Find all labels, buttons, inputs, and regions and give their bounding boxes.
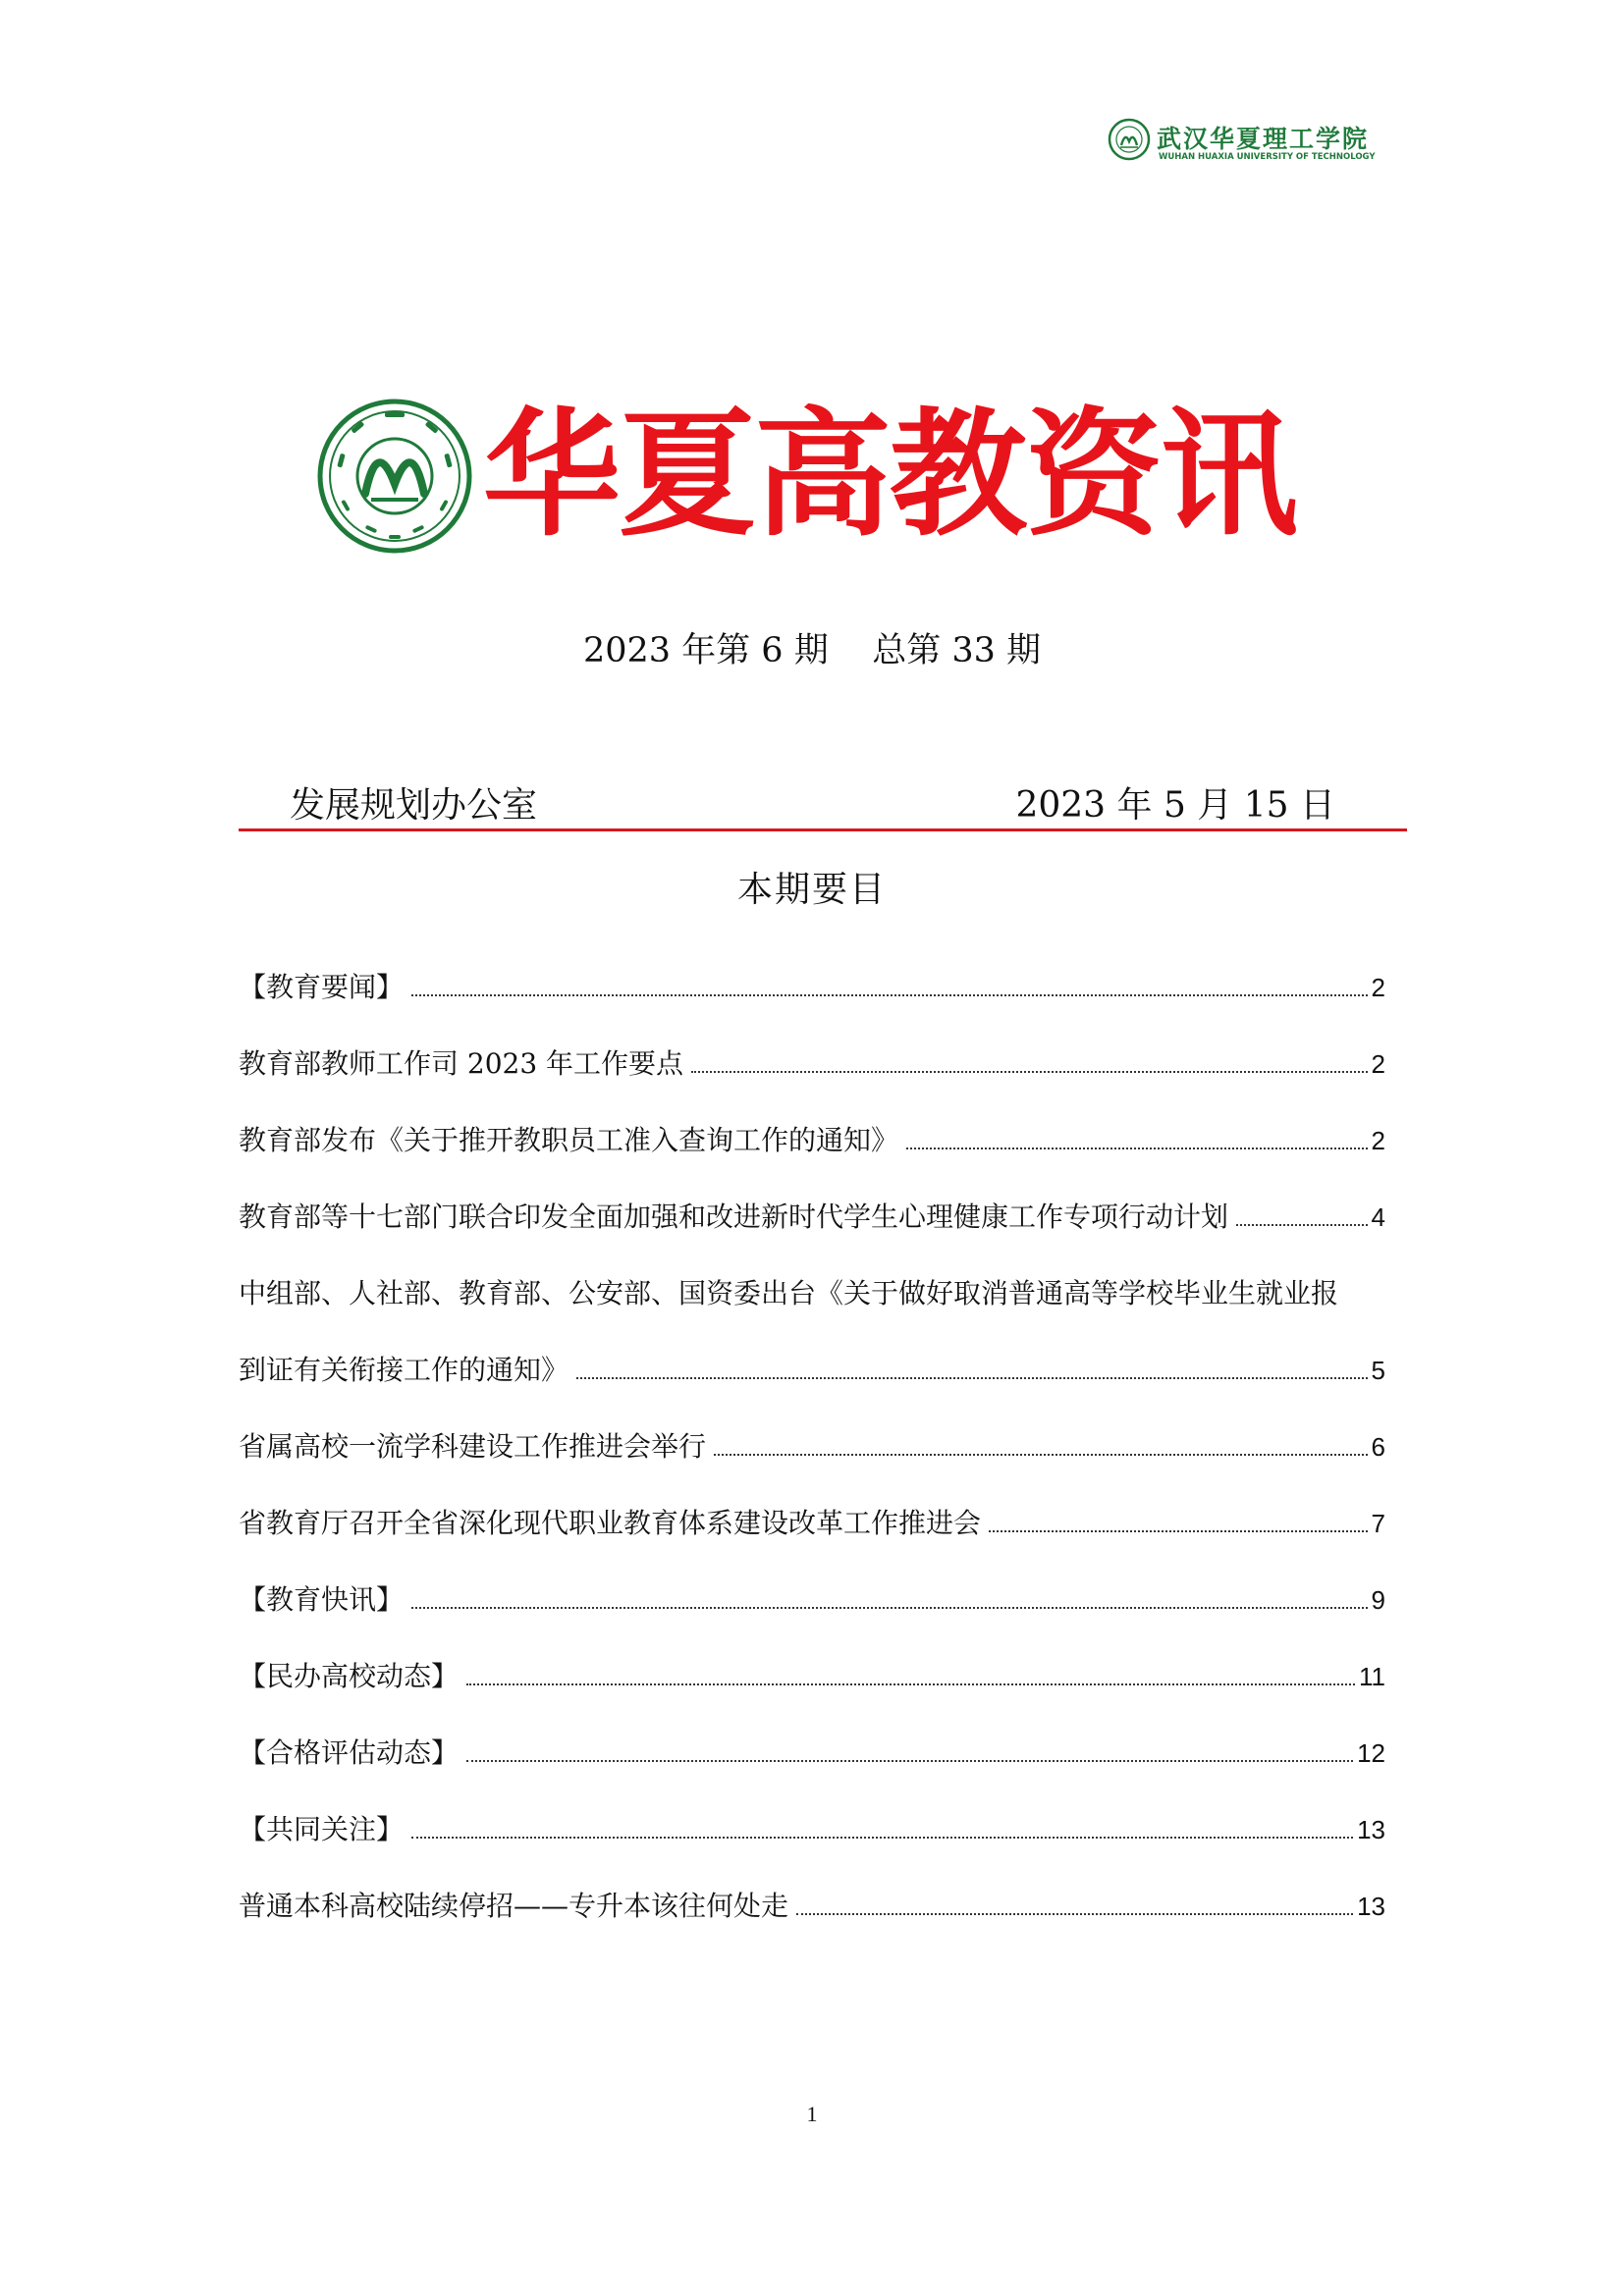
- table-of-contents: [239, 966, 1385, 1961]
- toc-item-page: 13: [1357, 1815, 1385, 1844]
- toc-item-label: 到证有关衔接工作的通知》: [239, 1354, 569, 1386]
- toc-item[interactable]: [239, 1042, 1385, 1119]
- toc-leader-dots: [466, 1760, 1353, 1762]
- toc-item-page: 2: [1371, 973, 1385, 1002]
- toc-leader-dots: [1236, 1224, 1368, 1226]
- toc-item-page: 4: [1371, 1202, 1385, 1232]
- toc-item-label: 【共同关注】: [239, 1813, 405, 1845]
- toc-item[interactable]: [239, 1808, 1385, 1885]
- toc-item-page: 2: [1371, 1126, 1385, 1155]
- toc-item-label: 普通本科高校陆续停招——专升本该往何处走: [239, 1890, 789, 1922]
- toc-leader-dots: [466, 1683, 1355, 1685]
- toc-leader-dots: [691, 1071, 1367, 1073]
- toc-item-label: 【民办高校动态】: [239, 1660, 460, 1692]
- toc-item-page: 9: [1371, 1585, 1385, 1615]
- toc-leader-dots: [906, 1148, 1368, 1149]
- logo-chinese-name: 武汉华夏理工学院: [1157, 125, 1370, 153]
- toc-item[interactable]: [239, 1578, 1385, 1655]
- toc-item-label: 中组部、人社部、教育部、公安部、国资委出台《关于做好取消普通高等学校毕业生就业报: [239, 1277, 1339, 1309]
- header-logo: [1108, 118, 1376, 167]
- toc-item-page: 2: [1371, 1049, 1385, 1079]
- toc-item[interactable]: [239, 1655, 1385, 1732]
- toc-item-label: 【合格评估动态】: [239, 1736, 460, 1769]
- toc-item-label: 省教育厅召开全省深化现代职业教育体系建设改革工作推进会: [239, 1507, 982, 1539]
- toc-item-page: 11: [1359, 1662, 1385, 1691]
- toc-item-page: 5: [1371, 1356, 1385, 1385]
- logo-english-name: WUHAN HUAXIA UNIVERSITY OF TECHNOLOGY: [1159, 152, 1376, 162]
- toc-leader-dots: [796, 1913, 1353, 1915]
- toc-item[interactable]: [239, 1272, 1385, 1349]
- toc-item[interactable]: [239, 1885, 1385, 1961]
- department-name: 发展规划办公室: [290, 785, 538, 826]
- toc-leader-dots: [411, 994, 1368, 996]
- toc-leader-dots: [411, 1837, 1353, 1839]
- page-number: 1: [806, 2102, 818, 2126]
- toc-item-label: 【教育要闻】: [239, 971, 405, 1003]
- toc-leader-dots: [714, 1454, 1368, 1456]
- red-divider: [239, 828, 1407, 831]
- toc-item-label: 教育部发布《关于推开教职员工准入查询工作的通知》: [239, 1124, 899, 1156]
- masthead: [316, 393, 1298, 569]
- toc-item-label: 教育部教师工作司 2023 年工作要点: [239, 1047, 684, 1080]
- publication-title: 华夏高教资讯: [483, 396, 1297, 556]
- toc-title: 本期要目: [736, 870, 887, 910]
- toc-item[interactable]: [239, 1732, 1385, 1808]
- issue-number: 2023 年第 6 期 总第 33 期: [582, 631, 1041, 670]
- toc-leader-dots: [576, 1377, 1368, 1379]
- toc-item[interactable]: [239, 1119, 1385, 1196]
- toc-item-label: 【教育快讯】: [239, 1583, 405, 1616]
- toc-item-page: 6: [1371, 1432, 1385, 1462]
- toc-item-label: 省属高校一流学科建设工作推进会举行: [239, 1430, 707, 1463]
- toc-item-label: 教育部等十七部门联合印发全面加强和改进新时代学生心理健康工作专项行动计划: [239, 1201, 1229, 1233]
- toc-item[interactable]: [239, 1196, 1385, 1272]
- publish-date: 2023 年 5 月 15 日: [1015, 785, 1335, 826]
- toc-item[interactable]: [239, 1502, 1385, 1578]
- toc-leader-dots: [411, 1607, 1368, 1609]
- university-emblem-icon: [316, 398, 473, 555]
- toc-item-page: 12: [1357, 1738, 1385, 1768]
- toc-item-page: 13: [1357, 1892, 1385, 1921]
- toc-item-page: 7: [1371, 1509, 1385, 1538]
- toc-item[interactable]: [239, 966, 1385, 1042]
- toc-leader-dots: [989, 1530, 1368, 1532]
- toc-item[interactable]: [239, 1425, 1385, 1502]
- university-seal-icon: [1108, 118, 1151, 161]
- toc-item[interactable]: [239, 1349, 1385, 1425]
